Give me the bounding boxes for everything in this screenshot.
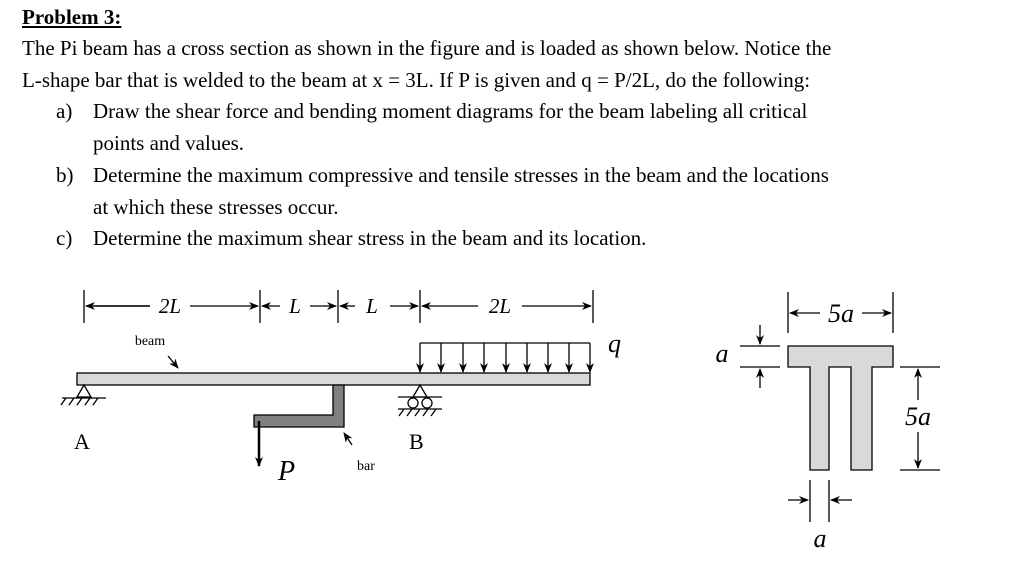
load-q-label: q bbox=[608, 329, 621, 358]
l-shape-bar bbox=[254, 385, 344, 427]
intro-line-2: L-shape bar that is welded to the beam at x = 3L. If P is given and q = P/2L, do the following: bbox=[22, 68, 811, 92]
web-a-label: a bbox=[813, 524, 827, 553]
pin-support-a bbox=[61, 385, 106, 405]
beam-diagram bbox=[61, 290, 593, 466]
item-b-marker: b) bbox=[56, 163, 74, 187]
support-a-label: A bbox=[74, 429, 90, 454]
item-b-line-1: Determine the maximum compressive and tensile stresses in the beam and the locations bbox=[93, 163, 829, 187]
item-a-marker: a) bbox=[56, 99, 73, 123]
bar-label: bar bbox=[357, 459, 375, 474]
distributed-load-arrows bbox=[420, 343, 590, 372]
roller-support-b bbox=[398, 385, 442, 416]
support-b-label: B bbox=[409, 429, 424, 454]
problem-title: Problem 3: bbox=[22, 5, 122, 29]
item-b-line-2: at which these stresses occur. bbox=[93, 195, 339, 219]
item-a-line-1: Draw the shear force and bending moment diagrams for the beam labeling all critical bbox=[93, 99, 808, 123]
dim-l-2: L bbox=[366, 294, 378, 318]
width-5a-label: 5a bbox=[828, 299, 854, 328]
item-a-line-2: points and values. bbox=[93, 131, 245, 155]
item-c-marker: c) bbox=[56, 226, 73, 250]
beam-label: beam bbox=[134, 334, 166, 349]
beam bbox=[77, 373, 590, 385]
flange-a-label: a bbox=[715, 339, 729, 368]
height-5a-label: 5a bbox=[905, 402, 931, 431]
force-p-label: P bbox=[278, 456, 296, 487]
item-c-line-1: Determine the maximum shear stress in the beam and its location. bbox=[93, 226, 647, 250]
dim-l-1: L bbox=[289, 294, 301, 318]
dim-2l-left: 2L bbox=[158, 294, 182, 318]
intro-line-1: The Pi beam has a cross section as shown in the figure and is loaded as shown below. Notice the bbox=[22, 36, 832, 60]
dim-2l-right: 2L bbox=[488, 294, 512, 318]
